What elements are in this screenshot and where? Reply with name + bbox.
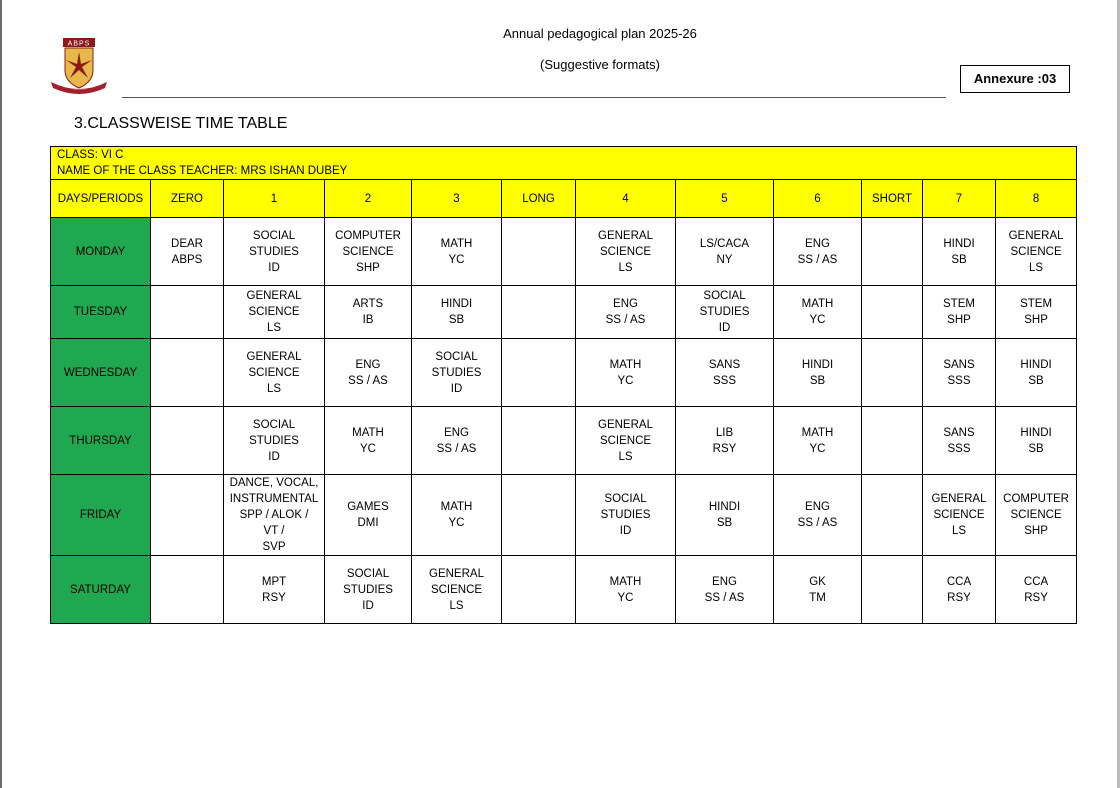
period-cell-text: ARTS — [352, 298, 384, 310]
period-cell — [862, 556, 923, 624]
period-cell-text: HINDI — [1020, 426, 1052, 439]
timetable-row — [51, 556, 1077, 624]
period-cell — [676, 556, 774, 624]
period-cell-text: RSY — [712, 442, 737, 455]
period-cell — [576, 339, 676, 407]
timetable-row — [51, 286, 1077, 339]
period-cell-text: MATH — [801, 426, 834, 439]
period-cell-text: LIB — [715, 426, 734, 439]
school-crest-logo — [48, 38, 110, 96]
period-cell-text: ENG — [712, 575, 737, 588]
period-cell — [996, 218, 1077, 286]
period-cell — [224, 475, 325, 556]
period-cell — [576, 286, 676, 339]
annexure-box: Annexure :03 — [960, 65, 1070, 93]
period-cell-text: SB — [716, 517, 733, 529]
period-cell — [676, 475, 774, 556]
period-cell-text: SOCIAL — [703, 290, 746, 302]
column-header: DAYS/PERIODS — [51, 180, 151, 218]
period-cell — [502, 339, 576, 407]
period-cell-text: RSY — [1024, 591, 1048, 604]
period-cell — [224, 339, 325, 407]
document-title: Annual pedagogical plan 2025-26 — [503, 26, 697, 41]
period-cell-text: ID — [268, 261, 280, 274]
period-cell-text: MATH — [440, 237, 473, 250]
period-cell-text: YC — [448, 517, 465, 529]
period-cell-text: LS — [951, 525, 967, 537]
period-cell-text: SOCIAL — [252, 418, 296, 431]
period-cell — [676, 339, 774, 407]
period-cell — [774, 407, 862, 475]
period-cell — [923, 286, 996, 339]
timetable-row — [51, 218, 1077, 286]
period-cell-text: STUDIES — [249, 434, 299, 447]
timetable — [50, 146, 1077, 624]
period-cell-text: SB — [1028, 442, 1044, 455]
class-info — [51, 147, 1077, 180]
period-cell-text: MATH — [352, 426, 384, 439]
period-cell-text: SSS — [712, 374, 736, 387]
period-cell-text: ID — [362, 599, 374, 612]
period-cell — [224, 218, 325, 286]
period-cell-text: LS — [266, 382, 282, 395]
period-cell-text: SSS — [947, 442, 971, 455]
period-cell-text: SCIENCE — [933, 509, 985, 521]
period-cell-text: DMI — [357, 517, 379, 529]
period-cell-text: GENERAL — [931, 493, 987, 505]
svg-text:~~~~~: ~~~~~ — [73, 87, 85, 92]
period-cell — [923, 556, 996, 624]
period-cell — [412, 286, 502, 339]
period-cell-text: IB — [362, 314, 374, 326]
day-label: FRIDAY — [51, 475, 151, 556]
period-cell-text: ENG — [805, 501, 830, 513]
period-cell-text: LS/CACA — [699, 237, 750, 250]
day-label: SATURDAY — [51, 556, 151, 624]
period-cell — [502, 556, 576, 624]
column-header: 8 — [996, 180, 1077, 218]
period-cell-text: STUDIES — [600, 509, 651, 521]
period-cell-text: CCA — [946, 575, 972, 588]
period-cell-text: LS — [618, 450, 633, 463]
period-cell — [325, 339, 412, 407]
period-cell-text: GENERAL — [598, 418, 653, 431]
period-cell — [151, 475, 224, 556]
period-cell — [676, 218, 774, 286]
period-cell-text: GENERAL — [246, 350, 302, 363]
period-cell-text: GENERAL — [598, 229, 653, 242]
period-cell — [151, 218, 224, 286]
period-cell-text: HINDI — [1020, 358, 1052, 371]
period-cell-text: SB — [951, 253, 967, 266]
timetable-row — [51, 475, 1077, 556]
period-cell-text: SOCIAL — [346, 567, 390, 580]
period-cell — [923, 218, 996, 286]
period-cell-text: STUDIES — [343, 583, 393, 596]
period-cell-text: YC — [617, 591, 634, 604]
period-cell-text: STUDIES — [249, 245, 299, 258]
column-header: 3 — [412, 180, 502, 218]
period-cell-text: STUDIES — [699, 306, 750, 318]
period-cell-text: MATH — [440, 501, 473, 513]
period-cell — [862, 407, 923, 475]
period-cell-text: DANCE, VOCAL, — [229, 477, 319, 489]
period-cell — [151, 339, 224, 407]
period-cell-text: SCIENCE — [1010, 245, 1062, 258]
period-cell-text: SS / AS — [605, 314, 646, 326]
period-cell-text: ENG — [355, 358, 381, 371]
period-cell-text: STEM — [943, 298, 975, 310]
period-cell — [774, 218, 862, 286]
period-cell — [576, 407, 676, 475]
period-cell-text: SOCIAL — [604, 493, 647, 505]
period-cell — [923, 407, 996, 475]
period-cell-text: DEAR — [171, 237, 203, 250]
period-cell — [412, 407, 502, 475]
period-cell-text: COMPUTER — [335, 229, 401, 242]
column-header: LONG — [502, 180, 576, 218]
period-cell-text: STUDIES — [431, 366, 482, 379]
period-cell-text: SS / AS — [797, 517, 838, 529]
period-cell-text: SHP — [1024, 525, 1048, 537]
period-cell-text: SS / AS — [704, 591, 745, 604]
period-cell-text: GENERAL — [429, 567, 484, 580]
period-cell-text: SB — [809, 374, 826, 387]
period-cell — [151, 407, 224, 475]
period-cell — [151, 556, 224, 624]
period-cell-text: GENERAL — [1008, 229, 1064, 242]
period-cell — [862, 475, 923, 556]
period-cell-text: LS — [449, 599, 464, 612]
column-header: SHORT — [862, 180, 923, 218]
period-cell-text: SCIENCE — [599, 434, 652, 447]
period-cell — [996, 556, 1077, 624]
period-cell — [923, 339, 996, 407]
period-cell-text: SSS — [947, 374, 971, 387]
period-cell-text: LS — [266, 322, 282, 334]
period-cell-text: SPP / ALOK / — [239, 509, 309, 521]
period-cell-text: SOCIAL — [252, 229, 296, 242]
svg-text:ABPS: ABPS — [67, 40, 91, 48]
period-cell — [224, 556, 325, 624]
period-cell — [862, 286, 923, 339]
period-cell — [412, 339, 502, 407]
period-cell-text: MATH — [801, 298, 834, 310]
period-cell — [502, 475, 576, 556]
period-cell-text: SS / AS — [436, 442, 477, 455]
period-cell — [412, 475, 502, 556]
column-header: ZERO — [151, 180, 224, 218]
period-cell-text: RSY — [947, 591, 971, 604]
period-cell-text: YC — [448, 253, 465, 266]
period-cell — [325, 218, 412, 286]
period-cell-text: CCA — [1023, 575, 1049, 588]
period-cell-text: SS / AS — [348, 374, 388, 387]
document-subtitle: (Suggestive formats) — [540, 57, 660, 72]
period-cell — [576, 475, 676, 556]
period-cell-text: SVP — [262, 541, 286, 553]
period-cell — [576, 218, 676, 286]
page-edge — [0, 0, 2, 788]
period-cell — [502, 407, 576, 475]
period-cell — [996, 407, 1077, 475]
period-cell-text: ID — [268, 450, 280, 463]
column-header: 4 — [576, 180, 676, 218]
class-label: CLASS: VI C — [57, 149, 124, 161]
day-label: TUESDAY — [51, 286, 151, 339]
section-title: 3.CLASSWEISE TIME TABLE — [74, 115, 288, 132]
period-cell-text: SOCIAL — [435, 350, 478, 363]
period-cell — [224, 286, 325, 339]
period-cell-text: VT / — [263, 525, 285, 537]
period-cell — [502, 286, 576, 339]
period-cell — [774, 286, 862, 339]
timetable-row — [51, 407, 1077, 475]
period-cell-text: SANS — [943, 426, 975, 439]
period-cell-text: SS / AS — [797, 253, 838, 266]
header-divider — [122, 97, 946, 98]
period-cell-text: YC — [360, 442, 376, 455]
period-cell-text: INSTRUMENTAL — [229, 493, 319, 505]
class-teacher-label: NAME OF THE CLASS TEACHER: MRS ISHAN DUBEY — [57, 165, 348, 177]
period-cell-text: LS — [1029, 261, 1044, 274]
period-cell — [151, 286, 224, 339]
period-cell-text: HINDI — [943, 237, 975, 250]
period-cell-text: SCIENCE — [1010, 509, 1062, 521]
timetable-row — [51, 339, 1077, 407]
period-cell-text: SB — [1028, 374, 1044, 387]
period-cell-text: YC — [809, 314, 826, 326]
period-cell-text: MATH — [609, 575, 642, 588]
period-cell-text: ENG — [613, 298, 638, 310]
column-header: 7 — [923, 180, 996, 218]
period-cell-text: HINDI — [708, 501, 741, 513]
period-cell — [412, 556, 502, 624]
column-header: 2 — [325, 180, 412, 218]
period-cell — [576, 556, 676, 624]
period-cell — [325, 407, 412, 475]
column-header: 6 — [774, 180, 862, 218]
day-label: WEDNESDAY — [51, 339, 151, 407]
period-cell-text: TM — [809, 591, 826, 604]
column-header: 5 — [676, 180, 774, 218]
period-cell-text: HINDI — [801, 358, 834, 371]
period-cell-text: SCIENCE — [342, 245, 394, 258]
period-cell-text: GENERAL — [246, 290, 302, 302]
period-cell-text: STEM — [1020, 298, 1053, 310]
period-cell-text: SANS — [708, 358, 741, 371]
period-cell — [996, 286, 1077, 339]
period-cell — [996, 339, 1077, 407]
period-cell-text: SHP — [356, 261, 380, 274]
period-cell-text: LS — [618, 261, 633, 274]
period-cell — [923, 475, 996, 556]
period-cell-text: MPT — [261, 575, 287, 588]
period-cell-text: GAMES — [347, 501, 389, 513]
period-cell-text: ID — [450, 382, 463, 395]
period-cell — [862, 339, 923, 407]
period-cell-text: SANS — [943, 358, 975, 371]
period-cell — [502, 218, 576, 286]
period-cell-text: SCIENCE — [430, 583, 483, 596]
period-cell — [676, 407, 774, 475]
period-cell-text: HINDI — [440, 298, 473, 310]
period-cell — [996, 475, 1077, 556]
period-cell-text: MATH — [609, 358, 642, 371]
period-cell — [774, 475, 862, 556]
period-cell-text: RSY — [262, 591, 286, 604]
period-cell-text: GK — [809, 575, 826, 588]
column-header-row — [51, 180, 1077, 218]
period-cell — [325, 556, 412, 624]
period-cell — [325, 475, 412, 556]
day-label: MONDAY — [51, 218, 151, 286]
period-cell-text: ID — [619, 525, 632, 537]
period-cell-text: SCIENCE — [248, 306, 300, 318]
period-cell — [862, 218, 923, 286]
period-cell-text: SB — [448, 314, 465, 326]
period-cell-text: SHP — [947, 314, 971, 326]
period-cell-text: ENG — [805, 237, 830, 250]
day-label: THURSDAY — [51, 407, 151, 475]
column-header: 1 — [224, 180, 325, 218]
period-cell — [774, 556, 862, 624]
period-cell-text: SCIENCE — [248, 366, 300, 379]
period-cell — [224, 407, 325, 475]
period-cell-text: SCIENCE — [599, 245, 652, 258]
period-cell — [325, 286, 412, 339]
period-cell-text: ID — [718, 322, 731, 334]
period-cell-text: YC — [809, 442, 826, 455]
period-cell — [412, 218, 502, 286]
period-cell-text: COMPUTER — [1003, 493, 1069, 505]
period-cell — [774, 339, 862, 407]
period-cell-text: YC — [617, 374, 634, 387]
period-cell-text: ENG — [444, 426, 469, 439]
period-cell-text: ABPS — [171, 253, 203, 266]
period-cell-text: SHP — [1024, 314, 1048, 326]
period-cell — [676, 286, 774, 339]
period-cell-text: NY — [716, 253, 733, 266]
